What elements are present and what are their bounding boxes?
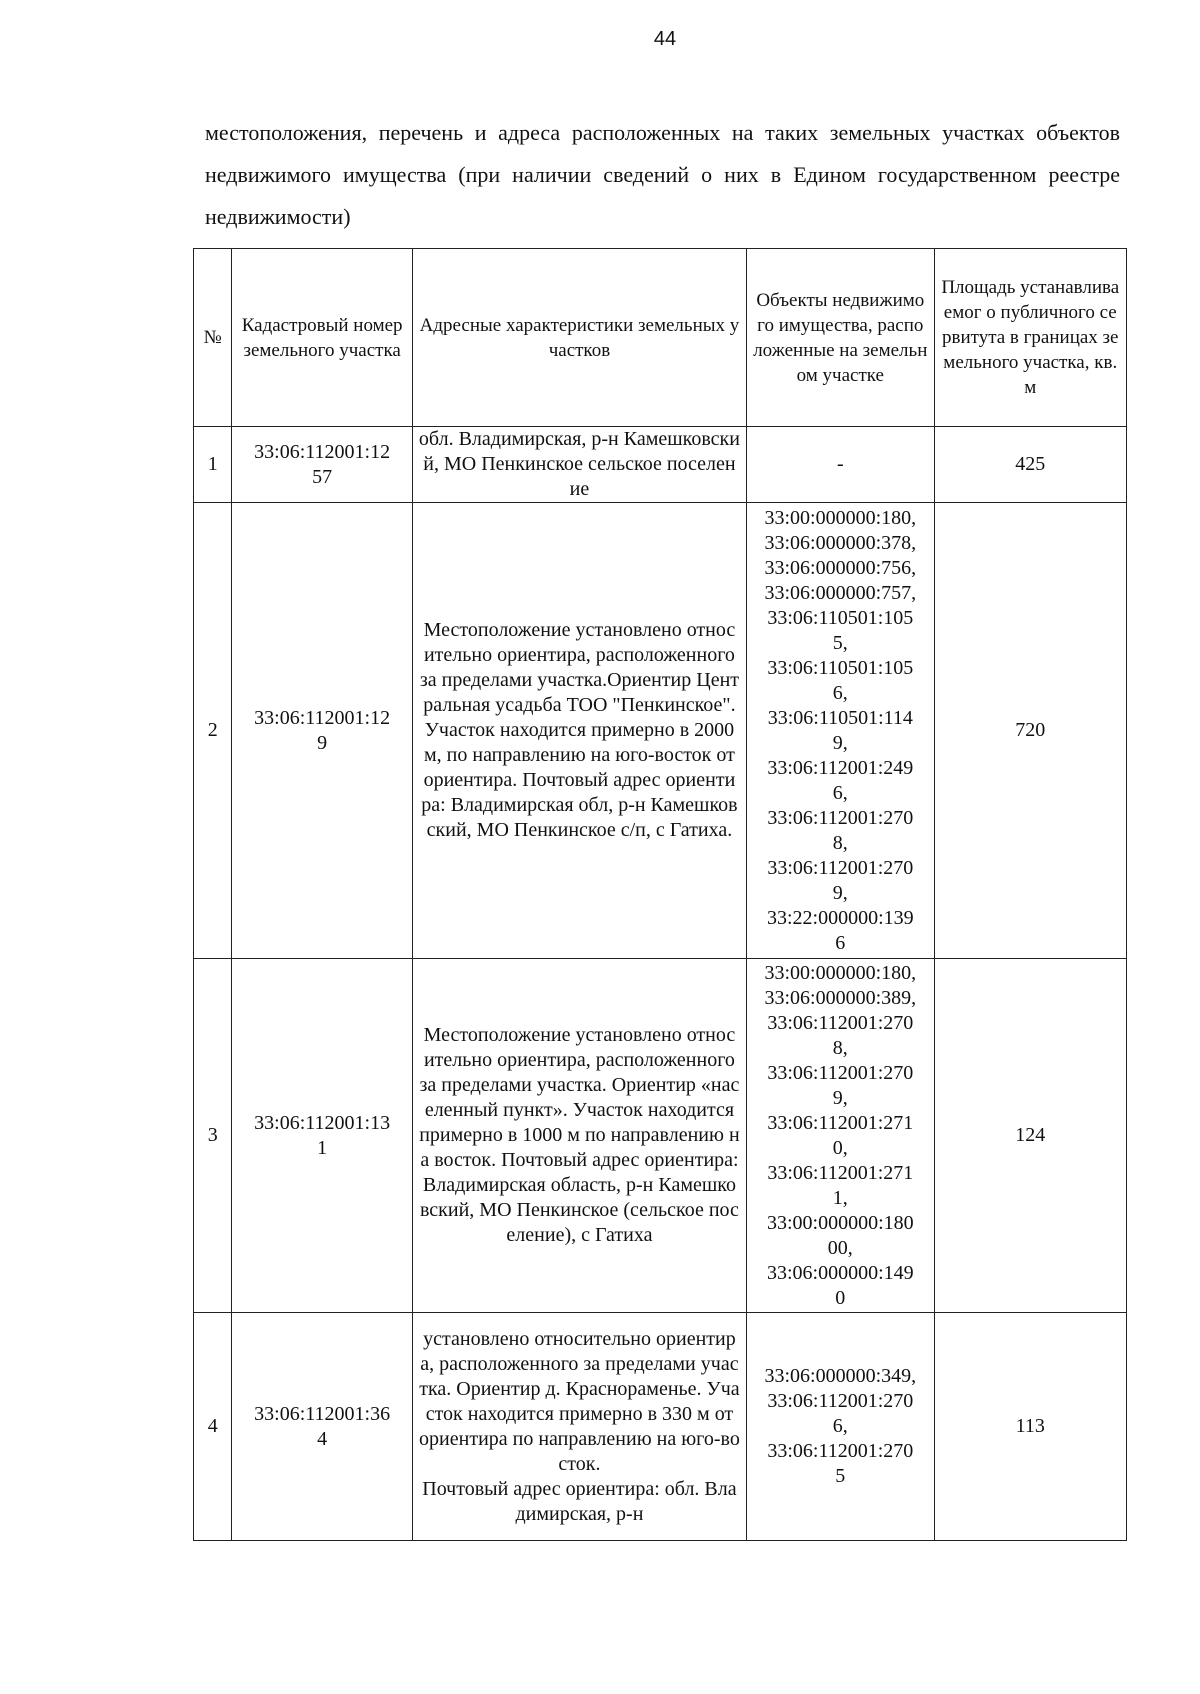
row-objects: - — [747, 427, 934, 503]
row-area: 113 — [934, 1313, 1127, 1541]
row-area: 124 — [934, 959, 1127, 1313]
intro-paragraph: местоположения, перечень и адреса расположенных на таких земельных участках объектов недвижимого имущества (при наличии сведений о них в Едином государственном реестре недвижимости) — [205, 120, 1120, 229]
row-num: 3 — [194, 959, 232, 1313]
servitude-table — [193, 248, 1127, 1541]
page-number: 44 — [653, 28, 677, 50]
row-address: Местоположение установлено относительно ориентира, расположенного за пределами участка.Ориентир Центральная усадьба ТОО "Пенкинское".Участок находится примерно в 2000 м, по направлению на юго-восток от ориентира. Почтовый адрес ориентира: Владимирская обл, р-н Камешковский, МО Пенкинское с/п, с Гатиха. — [412, 503, 746, 959]
row-objects: 33:06:000000:349, 33:06:112001:270 6, 33:06:112001:270 5 — [747, 1313, 934, 1541]
header-cadastral: Кадастровый номер земельного участка — [232, 249, 412, 427]
row-area: 425 — [934, 427, 1127, 503]
row-num: 1 — [194, 427, 232, 503]
row-cadastral: 33:06:112001:12 9 — [232, 503, 412, 959]
table-row — [194, 427, 1127, 503]
header-address: Адресные характеристики земельных участков — [412, 249, 746, 427]
table-row — [194, 503, 1127, 959]
table-header-row — [194, 249, 1127, 427]
header-num: № — [194, 249, 232, 427]
header-area: Площадь устанавливаемог о публичного сервитута в границах земельного участка, кв.м — [934, 249, 1127, 427]
row-num: 4 — [194, 1313, 232, 1541]
row-address: установлено относительно ориентира, расположенного за пределами участка. Ориентир д. Краснораменье. Участок находится примерно в 330 м от ориентира по направлению на юго-восток. Почтовый адрес ориентира: обл. Владимирская, р-н — [412, 1313, 746, 1541]
table-row — [194, 1313, 1127, 1541]
row-objects: 33:00:000000:180, 33:06:000000:389, 33:06:112001:270 8, 33:06:112001:270 9, 33:06:112001:271 0, 33:06:112001:271 1, 33:00:000000:180 00, 33:06:000000:149 0 — [747, 959, 934, 1313]
row-num: 2 — [194, 503, 232, 959]
table-row — [194, 959, 1127, 1313]
header-objects: Объекты недвижимого имущества, расположенные на земельном участке — [747, 249, 934, 427]
row-cadastral: 33:06:112001:12 57 — [232, 427, 412, 503]
row-address: Местоположение установлено относительно ориентира, расположенного за пределами участка. Ориентир «населенный пункт». Участок находится примерно в 1000 м по направлению на восток. Почтовый адрес ориентира: Владимирская область, р-н Камешковский, МО Пенкинское (сельское поселение), с Гатиха — [412, 959, 746, 1313]
row-objects: 33:00:000000:180, 33:06:000000:378, 33:06:000000:756, 33:06:000000:757, 33:06:110501:105 5, 33:06:110501:105 6, 33:06:110501:114 9, 33:06:112001:249 6, 33:06:112001:270 8, 33:06:112001:270 9, 33:22:000000:139 6 — [747, 503, 934, 959]
row-cadastral: 33:06:112001:13 1 — [232, 959, 412, 1313]
row-address: обл. Владимирская, р-н Камешковский, МО Пенкинское сельское поселение — [412, 427, 746, 503]
row-area: 720 — [934, 503, 1127, 959]
row-cadastral: 33:06:112001:36 4 — [232, 1313, 412, 1541]
